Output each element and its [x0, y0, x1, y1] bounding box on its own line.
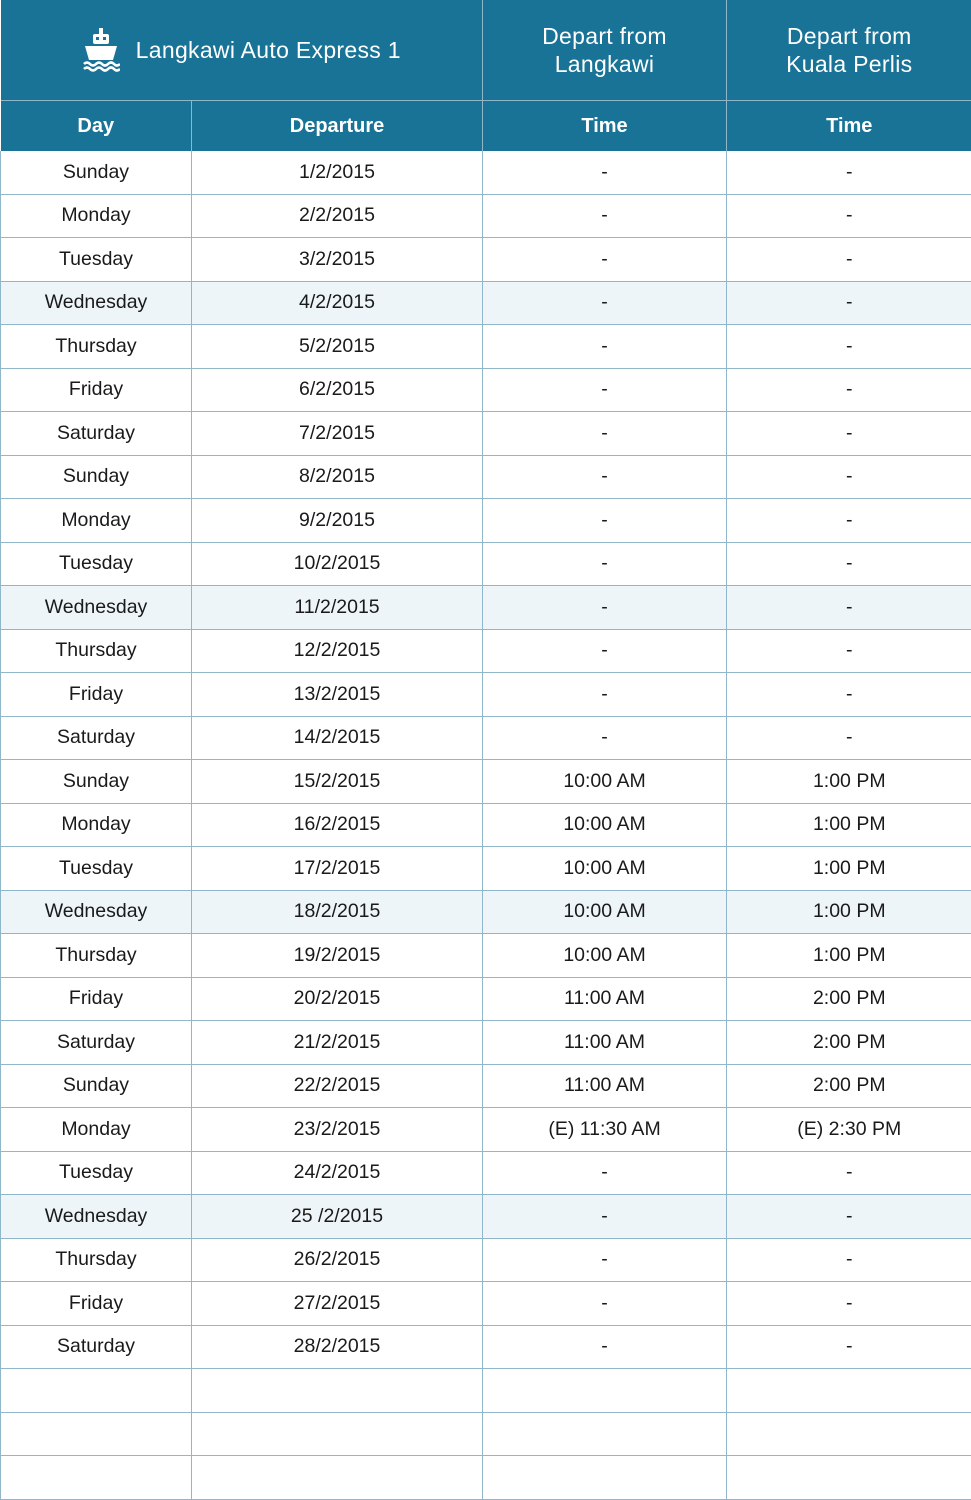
table-row	[1, 629, 971, 673]
departure-date-cell: 17/2/2015	[192, 847, 483, 891]
table-row	[1, 760, 971, 804]
day-cell: Saturday	[1, 412, 192, 456]
table-row	[1, 1238, 971, 1282]
table-row	[1, 934, 971, 978]
table-row	[1, 1021, 971, 1065]
departure-date-cell: 14/2/2015	[192, 716, 483, 760]
langkawi-time-cell: -	[483, 325, 727, 369]
departure-date-cell	[192, 1369, 483, 1413]
langkawi-time-cell: 10:00 AM	[483, 803, 727, 847]
kuala-perlis-time-cell: 2:00 PM	[727, 1064, 971, 1108]
table-row	[1, 499, 971, 543]
kuala-perlis-time-cell: -	[727, 673, 971, 717]
table-row	[1, 281, 971, 325]
kuala-perlis-time-cell: 1:00 PM	[727, 803, 971, 847]
table-row	[1, 1064, 971, 1108]
day-cell: Friday	[1, 368, 192, 412]
table-row	[1, 1456, 971, 1500]
kuala-perlis-time-cell: -	[727, 325, 971, 369]
kuala-perlis-time-cell: -	[727, 455, 971, 499]
kuala-perlis-time-cell: 1:00 PM	[727, 934, 971, 978]
langkawi-time-cell	[483, 1369, 727, 1413]
day-cell: Wednesday	[1, 1195, 192, 1239]
day-cell: Thursday	[1, 629, 192, 673]
table-row	[1, 1325, 971, 1369]
kuala-perlis-time-cell	[727, 1412, 971, 1456]
day-cell: Thursday	[1, 934, 192, 978]
langkawi-time-cell	[483, 1456, 727, 1500]
day-cell: Friday	[1, 1282, 192, 1326]
langkawi-time-cell: 11:00 AM	[483, 1064, 727, 1108]
table-row	[1, 368, 971, 412]
kuala-perlis-time-cell: -	[727, 281, 971, 325]
kuala-perlis-time-cell: -	[727, 1282, 971, 1326]
table-row	[1, 586, 971, 630]
langkawi-time-cell: -	[483, 542, 727, 586]
kuala-perlis-time-cell: 2:00 PM	[727, 1021, 971, 1065]
table-row	[1, 847, 971, 891]
day-cell: Tuesday	[1, 238, 192, 282]
departure-date-cell: 5/2/2015	[192, 325, 483, 369]
day-cell: Tuesday	[1, 847, 192, 891]
langkawi-time-cell: -	[483, 1195, 727, 1239]
table-row	[1, 1108, 971, 1152]
column-header-departure: Departure	[192, 101, 483, 152]
table-row	[1, 716, 971, 760]
langkawi-time-cell: -	[483, 1282, 727, 1326]
departure-date-cell: 12/2/2015	[192, 629, 483, 673]
kuala-perlis-time-cell: -	[727, 238, 971, 282]
day-cell: Tuesday	[1, 1151, 192, 1195]
kuala-perlis-time-cell: -	[727, 586, 971, 630]
table-row	[1, 194, 971, 238]
langkawi-time-cell: (E) 11:30 AM	[483, 1108, 727, 1152]
service-title: Langkawi Auto Express 1	[135, 37, 401, 63]
day-cell: Saturday	[1, 1021, 192, 1065]
departure-date-cell: 13/2/2015	[192, 673, 483, 717]
column-header-row	[1, 101, 971, 152]
langkawi-time-cell: -	[483, 716, 727, 760]
departure-date-cell: 10/2/2015	[192, 542, 483, 586]
langkawi-time-cell: -	[483, 281, 727, 325]
day-cell: Sunday	[1, 1064, 192, 1108]
kuala-perlis-time-cell: -	[727, 1238, 971, 1282]
kuala-perlis-time-cell: -	[727, 629, 971, 673]
day-cell: Thursday	[1, 325, 192, 369]
departure-date-cell: 15/2/2015	[192, 760, 483, 804]
day-cell: Wednesday	[1, 586, 192, 630]
departure-date-cell: 7/2/2015	[192, 412, 483, 456]
column-header-day: Day	[1, 101, 192, 152]
departure-date-cell: 16/2/2015	[192, 803, 483, 847]
table-row	[1, 238, 971, 282]
day-cell: Monday	[1, 803, 192, 847]
table-row	[1, 542, 971, 586]
langkawi-time-cell: -	[483, 368, 727, 412]
kuala-perlis-time-cell: -	[727, 194, 971, 238]
langkawi-time-cell: 10:00 AM	[483, 934, 727, 978]
day-cell	[1, 1456, 192, 1500]
kuala-perlis-time-cell: -	[727, 151, 971, 194]
departure-date-cell: 27/2/2015	[192, 1282, 483, 1326]
departure-date-cell: 22/2/2015	[192, 1064, 483, 1108]
day-cell: Saturday	[1, 716, 192, 760]
day-cell: Friday	[1, 977, 192, 1021]
table-row	[1, 803, 971, 847]
day-cell: Saturday	[1, 1325, 192, 1369]
kuala-perlis-time-cell	[727, 1456, 971, 1500]
kuala-perlis-time-cell: -	[727, 368, 971, 412]
departure-date-cell: 19/2/2015	[192, 934, 483, 978]
table-row	[1, 1369, 971, 1413]
day-cell: Monday	[1, 1108, 192, 1152]
service-title-cell	[1, 0, 483, 101]
kuala-perlis-time-cell: 1:00 PM	[727, 847, 971, 891]
langkawi-time-cell: 10:00 AM	[483, 890, 727, 934]
langkawi-time-cell: 10:00 AM	[483, 847, 727, 891]
langkawi-time-cell: -	[483, 194, 727, 238]
departure-date-cell: 8/2/2015	[192, 455, 483, 499]
day-cell: Thursday	[1, 1238, 192, 1282]
kuala-perlis-time-cell: -	[727, 716, 971, 760]
kuala-perlis-time-cell: 1:00 PM	[727, 760, 971, 804]
day-cell	[1, 1369, 192, 1413]
departure-date-cell: 9/2/2015	[192, 499, 483, 543]
departure-date-cell	[192, 1456, 483, 1500]
day-cell: Monday	[1, 194, 192, 238]
langkawi-time-cell: -	[483, 455, 727, 499]
departure-date-cell: 11/2/2015	[192, 586, 483, 630]
langkawi-time-cell: 11:00 AM	[483, 977, 727, 1021]
table-row	[1, 455, 971, 499]
table-row	[1, 1282, 971, 1326]
kuala-perlis-time-cell: -	[727, 1325, 971, 1369]
day-cell: Sunday	[1, 760, 192, 804]
day-cell: Friday	[1, 673, 192, 717]
title-row	[1, 0, 971, 101]
kuala-perlis-time-cell: 2:00 PM	[727, 977, 971, 1021]
day-cell: Monday	[1, 499, 192, 543]
day-cell: Wednesday	[1, 281, 192, 325]
table-row	[1, 673, 971, 717]
langkawi-time-cell: -	[483, 629, 727, 673]
langkawi-time-cell	[483, 1412, 727, 1456]
departure-date-cell: 23/2/2015	[192, 1108, 483, 1152]
table-row	[1, 1412, 971, 1456]
day-cell: Sunday	[1, 455, 192, 499]
departure-date-cell: 18/2/2015	[192, 890, 483, 934]
langkawi-time-cell: -	[483, 412, 727, 456]
langkawi-time-cell: 10:00 AM	[483, 760, 727, 804]
departure-date-cell: 24/2/2015	[192, 1151, 483, 1195]
kuala-perlis-time-cell: -	[727, 499, 971, 543]
departure-date-cell: 20/2/2015	[192, 977, 483, 1021]
table-row	[1, 890, 971, 934]
kuala-perlis-time-cell: 1:00 PM	[727, 890, 971, 934]
langkawi-time-cell: -	[483, 1151, 727, 1195]
departure-date-cell: 1/2/2015	[192, 151, 483, 194]
table-row	[1, 325, 971, 369]
day-cell: Sunday	[1, 151, 192, 194]
column-header-time-langkawi: Time	[483, 101, 727, 152]
table-row	[1, 1151, 971, 1195]
departure-date-cell: 25 /2/2015	[192, 1195, 483, 1239]
langkawi-time-cell: 11:00 AM	[483, 1021, 727, 1065]
day-cell	[1, 1412, 192, 1456]
departure-date-cell: 26/2/2015	[192, 1238, 483, 1282]
departure-date-cell: 2/2/2015	[192, 194, 483, 238]
kuala-perlis-time-cell: -	[727, 1195, 971, 1239]
langkawi-time-cell: -	[483, 1238, 727, 1282]
langkawi-time-cell: -	[483, 238, 727, 282]
schedule-body	[1, 151, 971, 1499]
departure-date-cell: 4/2/2015	[192, 281, 483, 325]
departure-date-cell: 6/2/2015	[192, 368, 483, 412]
table-row	[1, 1195, 971, 1239]
table-row	[1, 151, 971, 194]
kuala-perlis-time-cell: -	[727, 1151, 971, 1195]
ferry-icon	[82, 28, 120, 72]
kuala-perlis-time-cell	[727, 1369, 971, 1413]
langkawi-time-cell: -	[483, 151, 727, 194]
day-cell: Tuesday	[1, 542, 192, 586]
departure-date-cell	[192, 1412, 483, 1456]
depart-langkawi-heading: Depart from Langkawi	[483, 0, 727, 101]
kuala-perlis-time-cell: -	[727, 412, 971, 456]
table-row	[1, 977, 971, 1021]
langkawi-time-cell: -	[483, 1325, 727, 1369]
departure-date-cell: 21/2/2015	[192, 1021, 483, 1065]
kuala-perlis-time-cell: -	[727, 542, 971, 586]
kuala-perlis-time-cell: (E) 2:30 PM	[727, 1108, 971, 1152]
day-cell: Wednesday	[1, 890, 192, 934]
depart-kuala-perlis-heading: Depart from Kuala Perlis	[727, 0, 971, 101]
table-row	[1, 412, 971, 456]
column-header-time-kuala-perlis: Time	[727, 101, 971, 152]
departure-date-cell: 28/2/2015	[192, 1325, 483, 1369]
langkawi-time-cell: -	[483, 499, 727, 543]
langkawi-time-cell: -	[483, 673, 727, 717]
langkawi-time-cell: -	[483, 586, 727, 630]
departure-date-cell: 3/2/2015	[192, 238, 483, 282]
